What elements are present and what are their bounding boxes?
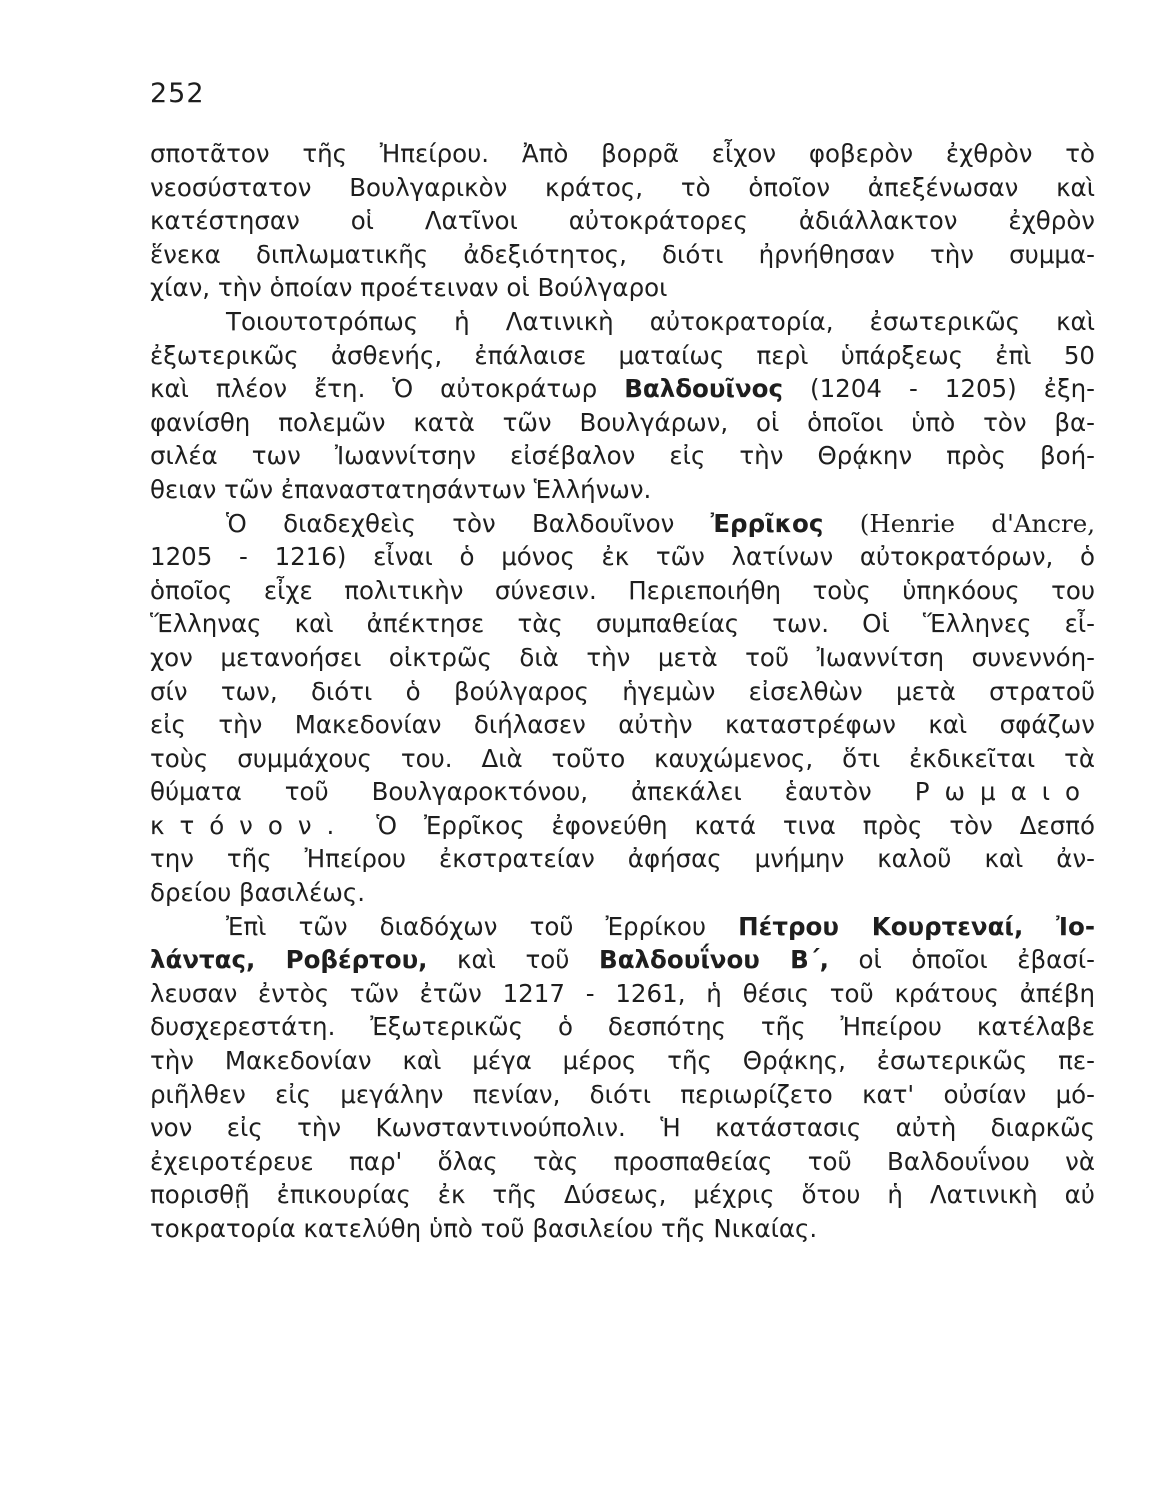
emphasized-name: Ἐρρῖκος [710,508,824,538]
text-line: τοκρατορία κατελύθη ὑπὸ τοῦ βασιλείου τῆς Νικαίας. [150,1214,818,1243]
text-line: 1205 - 1216) εἶναι ὁ μόνος ἐκ τῶν λατίνων αὐτοκρατόρων, ὁ [150,542,1095,572]
text-fragment: (Henrie d'Ancre, [823,508,1096,538]
text-line: πορισθῇ ἐπικουρίας ἐκ τῆς Δύσεως, μέχρις ὅτου ἡ Λατινικὴ αὐ [150,1180,1095,1210]
text-line: κατέστησαν οἱ Λατῖνοι αὐτοκράτορες ἀδιάλλακτον ἐχθρὸν [150,206,1095,236]
text-fragment: (1204 - 1205) ἐξη- [783,374,1095,404]
text-line: σποτᾶτον τῆς Ἠπείρου. Ἀπὸ βορρᾶ εἶχον φοβερὸν ἐχθρὸν τὸ [150,139,1095,168]
page-number: 252 [150,78,205,109]
paragraph-start-line [150,910,1095,944]
body-text [150,137,1095,1246]
paragraph-start-line: Τοιουτοτρόπως ἡ Λατινικὴ αὐτοκρατορία, ἐσωτερικῶς καὶ [226,306,1095,336]
text-fragment: καὶ τοῦ [427,945,600,975]
text-line: ριῆλθεν εἰς μεγάλην πενίαν, διότι περιωρίζετο κατ' οὐσίαν μό- [150,1079,1095,1109]
spaced-word: Ρωμαιο [914,777,1095,807]
emphasized-name: Πέτρου Κουρτεναί, Ἰο- [738,911,1095,941]
paragraph-start-line [150,507,1095,541]
text-fragment: θύματα τοῦ Βουλγαροκτόνου, ἀπεκάλει ἑαυτὸν [150,777,915,807]
text-line: χίαν, τὴν ὁποίαν προέτειναν οἱ Βούλγαροι [150,273,668,303]
text-line: τοὺς συμμάχους του. Διὰ τοῦτο καυχώμενος, ὅτι ἐκδικεῖται τὰ [150,743,1095,773]
text-line: φανίσθη πολεμῶν κατὰ τῶν Βουλγάρων, οἱ ὁποῖοι ὑπὸ τὸν βα- [150,407,1095,437]
text-line [150,372,1095,406]
text-line: σίν των, διότι ὁ βούλγαρος ἡγεμὼν εἰσελθὼν μετὰ στρατοῦ [150,676,1095,706]
text-fragment: οἱ ὁποῖοι ἐβασί- [828,945,1095,975]
text-line [150,943,1095,977]
text-fragment: καὶ πλέον ἔτη. Ὁ αὐτοκράτωρ [150,374,625,404]
text-line: ὁποῖος εἶχε πολιτικὴν σύνεσιν. Περιεποιήθη τοὺς ὑπηκόους του [150,575,1095,605]
spaced-word: κτόνον. [150,810,350,840]
text-line: λευσαν ἐντὸς τῶν ἐτῶν 1217 - 1261, ἡ θέσις τοῦ κράτους ἀπέβη [150,978,1095,1008]
text-line: νον εἰς τὴν Κωνσταντινούπολιν. Ἡ κατάστασις αὐτὴ διαρκῶς [150,1113,1095,1143]
text-line: χον μετανοήσει οἰκτρῶς διὰ τὴν μετὰ τοῦ Ἰωαννίτση συνεννόη- [150,642,1095,672]
text-fragment: Ἐπὶ τῶν διαδόχων τοῦ Ἐρρίκου [226,911,739,941]
text-line: ἕνεκα διπλωματικῆς ἀδεξιότητος, διότι ἠρνήθησαν τὴν συμμα- [150,239,1095,269]
text-line: Ἕλληνας καὶ ἀπέκτησε τὰς συμπαθείας των. Οἱ Ἕλληνες εἶ- [150,609,1095,639]
emphasized-name: Βαλδουΐνου Β΄, [599,945,829,975]
text-fragment: Ὁ Ἐρρῖκος ἐφονεύθη κατά τινα πρὸς τὸν Δεσπό [349,810,1095,840]
text-line: δρείου βασιλέως. [150,878,366,908]
text-line: θειαν τῶν ἐπαναστατησάντων Ἑλλήνων. [150,474,652,504]
text-line: δυσχερεστάτη. Ἐξωτερικῶς ὁ δεσπότης τῆς Ἠπείρου κατέλαβε [150,1012,1095,1042]
text-line [150,775,1095,809]
text-line: την τῆς Ἠπείρου ἐκστρατείαν ἀφήσας μνήμην καλοῦ καὶ ἀν- [150,844,1095,874]
emphasized-name: Βαλδουῖνος [624,374,784,404]
text-line: τὴν Μακεδονίαν καὶ μέγα μέρος τῆς Θρᾴκης, ἐσωτερικῶς πε- [150,1046,1095,1076]
text-line: νεοσύστατον Βουλγαρικὸν κράτος, τὸ ὁποῖον ἀπεξένωσαν καὶ [150,172,1095,202]
text-line: ἐξωτερικῶς ἀσθενής, ἐπάλαισε ματαίως περὶ ὑπάρξεως ἐπὶ 50 [150,340,1095,370]
text-line: εἰς τὴν Μακεδονίαν διήλασεν αὐτὴν καταστρέφων καὶ σφάζων [150,710,1095,740]
emphasized-name: λάντας, Ροβέρτου, [150,945,428,975]
text-line [150,809,1095,843]
text-line: ἐχειροτέρευε παρ' ὅλας τὰς προσπαθείας τοῦ Βαλδουΐνου νὰ [150,1146,1095,1176]
text-fragment: Ὁ διαδεχθεὶς τὸν Βαλδουῖνον [226,508,711,538]
text-line: σιλέα των Ἰωαννίτσην εἰσέβαλον εἰς τὴν Θρᾴκην πρὸς βοή- [150,441,1095,471]
